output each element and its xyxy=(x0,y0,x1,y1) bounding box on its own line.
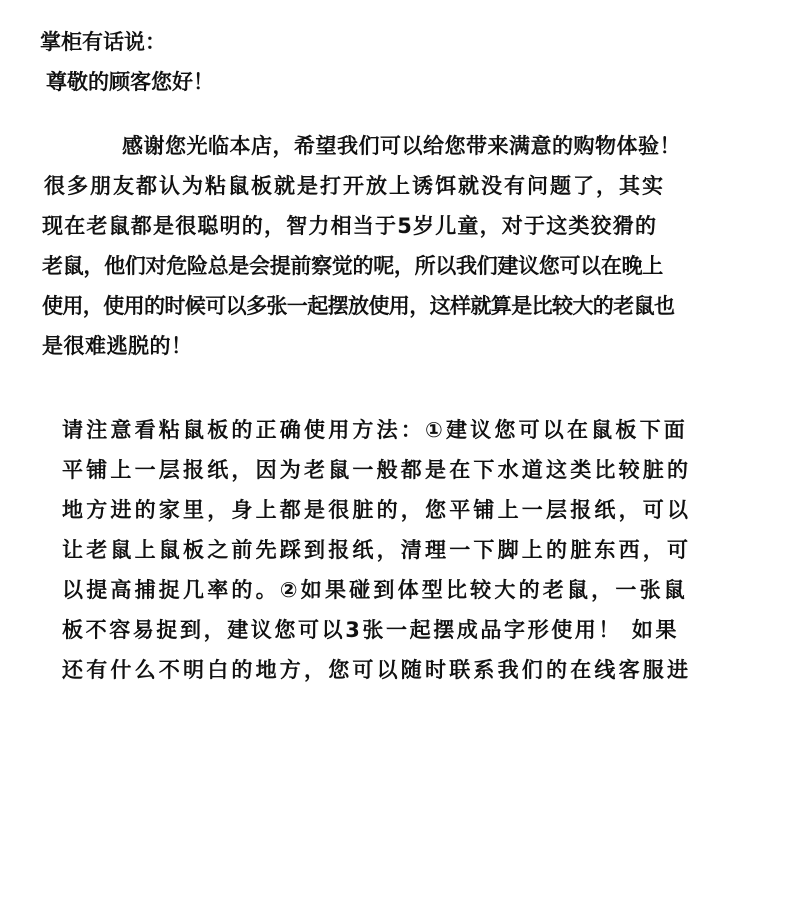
paragraph-line: 使用，使用的时候可以多张一起摆放使用，这样就算是比较大的老鼠也 xyxy=(42,294,675,318)
shopkeeper-heading: 掌柜有话说： xyxy=(40,30,166,54)
paragraph-line: 板不容易捉到，建议您可以3张一起摆成品字形使用！ 如果 xyxy=(62,618,680,642)
paragraph-line: 老鼠，他们对危险总是会提前察觉的呢，所以我们建议您可以在晚上 xyxy=(42,254,663,278)
paragraph-line: 让老鼠上鼠板之前先踩到报纸，清理一下脚上的脏东西，可 xyxy=(62,538,692,562)
paragraph-line: 地方进的家里，身上都是很脏的，您平铺上一层报纸，可以 xyxy=(62,498,692,522)
greeting-line: 尊敬的顾客您好！ xyxy=(46,70,214,94)
paragraph-line: 现在老鼠都是很聪明的，智力相当于5岁儿童，对于这类狡猾的 xyxy=(42,214,658,238)
paragraph-line: 是很难逃脱的！ xyxy=(42,334,193,358)
paragraph-line: 还有什么不明白的地方，您可以随时联系我们的在线客服进 xyxy=(62,658,692,682)
paragraph-line: 感谢您光临本店，希望我们可以给您带来满意的购物体验！ xyxy=(122,134,681,158)
paragraph-line: 请注意看粘鼠板的正确使用方法：①建议您可以在鼠板下面 xyxy=(62,418,688,442)
paragraph-line: 以提高捕捉几率的。②如果碰到体型比较大的老鼠，一张鼠 xyxy=(62,578,688,602)
paragraph-line: 平铺上一层报纸，因为老鼠一般都是在下水道这类比较脏的 xyxy=(62,458,692,482)
paragraph-line: 很多朋友都认为粘鼠板就是打开放上诱饵就没有问题了，其实 xyxy=(44,174,665,198)
